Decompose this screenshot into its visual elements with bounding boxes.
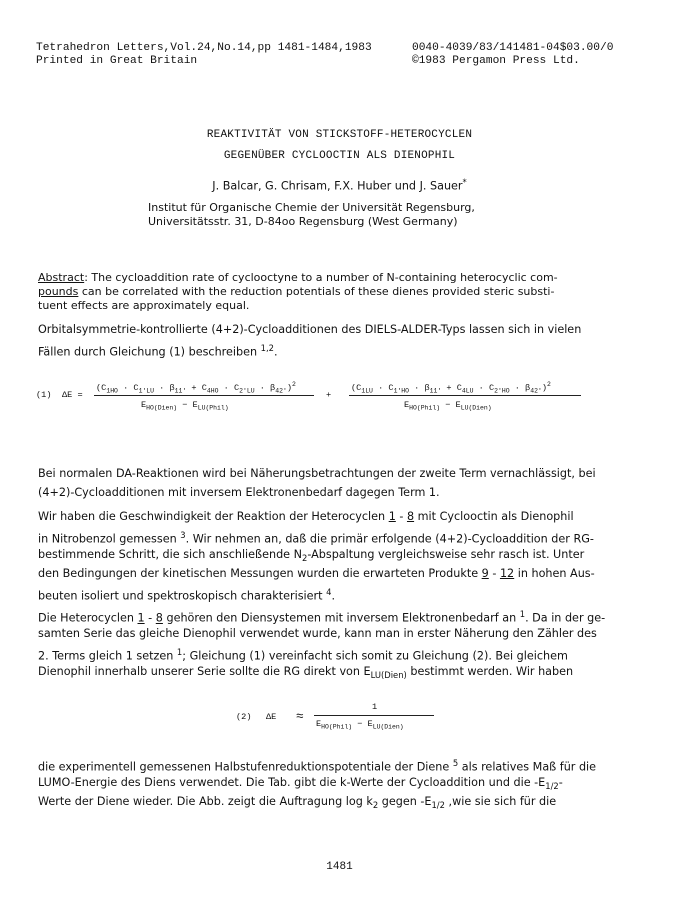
page-number: 1481 [326,861,353,873]
p3-l1-a: Wir haben die Geschwindigkeit der Reaktion der Heterocyclen [38,510,389,523]
intro-line-1: Orbitalsymmetrie-kontrollierte (4+2)-Cycloadditionen des DIELS-ALDER-Typs lassen sich in vielen [38,323,582,336]
p5-l3-c: ,wie sie sich für die [444,795,557,808]
journal-citation: Tetrahedron Letters,Vol.24,No.14,pp 1481-1484,1983 [36,42,372,54]
p4-l1-a: Die Heterocyclen [38,611,138,625]
p3-l3-b: -Abspaltung vergleichsweise sehr rasch ist. Unter [307,548,585,561]
journal-code: 0040-4039/83/141481-04$03.00/0 [412,42,614,54]
eq2-numerator: 1 [372,702,378,712]
eq1-number: (1) [36,390,52,400]
p3-l4-c: in hohen Aus- [514,567,595,580]
author-names: J. Balcar, G. Chrisam, F.X. Huber und J. Sauer [212,179,463,193]
intro-period: . [273,345,278,359]
p4-l1-b: - [144,611,156,625]
eq2-denominator: $E_{HO(Phil)} - E_{LU(Dien)}$ [316,719,404,731]
abstract-text-1: : The cycloaddition rate of cyclooctyne to a number of N-containing heterocyclic com- [84,271,558,284]
p5-l2-sub: 1/2 [545,781,559,792]
para4-line-4 [38,662,573,685]
institute-line-1: Institut für Organische Chemie der Universität Regensburg, [148,201,475,214]
p4-l1-c: gehören den Diensystemen mit inversem Elektronenbedarf an [162,611,520,625]
copyright: ©1983 Pergamon Press Ltd. [412,55,580,67]
ref-3: 3 [180,530,186,540]
p3-l1-b: - [395,510,407,523]
p5-l2-a: LUMO-Energie des Diens verwendet. Die Tab. gibt die k-Werte der Cycloaddition und die -E [38,776,546,789]
p5-l3-b: gegen -E [378,795,432,808]
para3-line-5 [38,583,335,606]
eq2-number: (2) [236,712,252,722]
eq1-n2-open: (C [351,382,362,393]
authors [0,177,679,193]
p5-l1-b: als relatives Maß für die [458,760,597,774]
intro-text: Fällen durch Gleichung (1) beschreiben [38,345,261,359]
ref-4: 4 [326,587,332,597]
para2-line-2: (4+2)-Cycloadditionen mit inversem Elektronenbedarf dagegen Term 1. [38,486,440,499]
p4-l4-sub: LU(Dien) [370,670,407,681]
corresponding-author-mark: * [462,177,467,187]
p3-l5-b: . [331,589,335,603]
p3-l4-b: - [488,567,500,580]
para3-line-1 [38,507,574,526]
p5-l2-b: - [558,776,563,789]
compound-ref-1: 1 [388,510,396,523]
p5-l1-a: die experimentell gemessenen Halbstufenreduktionspotentiale der Diene [38,760,453,774]
eq1-n1-open: (C [96,382,107,393]
p4-l4-a: Dienophil innerhalb unserer Serie sollte die RG direkt von E [38,665,371,678]
intro-ref: 1,2 [260,343,274,353]
p3-l2-a: in Nitrobenzol gemessen [38,532,181,546]
p4-l3-b: ; Gleichung (1) vereinfacht sich somit zu Gleichung (2). Bei gleichem [182,649,568,663]
abstract-line-1 [38,271,558,285]
p5-l3-a: Werte der Diene wieder. Die Abb. zeigt die Auftragung log k [38,795,373,808]
para5-line-3 [38,792,556,815]
ref-5: 5 [452,758,459,768]
p5-l3-sub: 2 [372,800,379,811]
compound-ref-1b: 1 [137,611,145,625]
p3-l4-a: den Bedingungen der kinetischen Messungen wurden die erwarteten Produkte [38,567,482,580]
para2-line-1: Bei normalen DA-Reaktionen wird bei Näherungsbetrachtungen der zweite Term vernachlässigt, bei [38,467,596,480]
abstract-label: Abstract [38,271,85,284]
eq1-fraction-bar-1 [94,395,314,396]
p3-l1-c: mit Cyclooctin als Dienophil [414,510,574,523]
title-line-1: REAKTIVITÄT VON STICKSTOFF-HETEROCYCLEN [206,129,473,141]
abstract-line-2 [38,285,554,299]
abstract-line-3: tuent effects are approximately equal. [38,299,250,312]
printed-in: Printed in Great Britain [36,55,198,67]
p4-l3-a: 2. Terms gleich 1 setzen [38,649,177,663]
compound-ref-8: 8 [406,510,415,523]
institute-line-2: Universitätsstr. 31, D-84oo Regensburg (West Germany) [148,215,458,228]
p5-l3-sub2: 1/2 [431,800,445,811]
compound-ref-12: 12 [499,567,515,580]
eq1-fraction-bar-2 [349,395,581,396]
ref-1c: 1 [176,647,183,657]
equation-1 [36,378,646,428]
intro-line-2 [38,339,278,362]
para3-line-4 [38,564,595,583]
eq1-plus: + [326,390,332,400]
equation-2 [230,700,470,736]
eq1-denominator-2: $E_{HO(Phil)} - E_{LU(Dien)}$ [404,400,492,412]
eq1-lhs: ΔE = [62,390,83,400]
compound-ref-9: 9 [481,567,489,580]
eq1-numerator-2: $(C_{1LU} \cdot C_{1'HO} \cdot \beta_{11'} + C_{4LU} \cdot C_{2'HO} \cdot \beta_{42'})^2$ [351,381,551,395]
para4-line-2: samten Serie das gleiche Dienophil verwendet wurde, kann man in erster Näherung den Zähler des [38,627,597,640]
p4-l1-d: . Da in der ge- [525,611,606,625]
abstract-underlined-word: pounds [38,285,79,298]
eq1-d1-e: E [141,400,147,410]
p3-l3-sub: 2 [301,553,308,564]
p3-l3-a: bestimmende Schritt, die sich anschließende N [38,548,302,561]
compound-ref-8b: 8 [155,611,163,625]
p4-l4-b: bestimmt werden. Wir haben [406,665,574,678]
p3-l2-b: . Wir nehmen an, daß die primär erfolgende (4+2)-Cycloaddition der RG- [185,532,594,546]
eq2-fraction-bar [314,715,434,716]
eq1-d2-e: E [404,400,410,410]
eq1-denominator-1: $E_{HO(Dien)} - E_{LU(Phil)}$ [141,400,229,412]
p3-l5-a: beuten isoliert und spektroskopisch charakterisiert [38,589,327,603]
title-line-2: GEGENÜBER CYCLOOCTIN ALS DIENOPHIL [223,150,456,162]
eq2-approx: ≈ [296,709,304,724]
ref-1b: 1 [519,609,526,619]
abstract-text-2: can be correlated with the reduction potentials of these dienes provided steric substi- [78,285,555,298]
eq2-lhs: ΔE [266,712,277,722]
eq1-numerator-1: $(C_{1HO} \cdot C_{1'LU} \cdot \beta_{11'} + C_{4HO} \cdot C_{2'LU} \cdot \beta_{42'})^2$ [96,381,296,395]
